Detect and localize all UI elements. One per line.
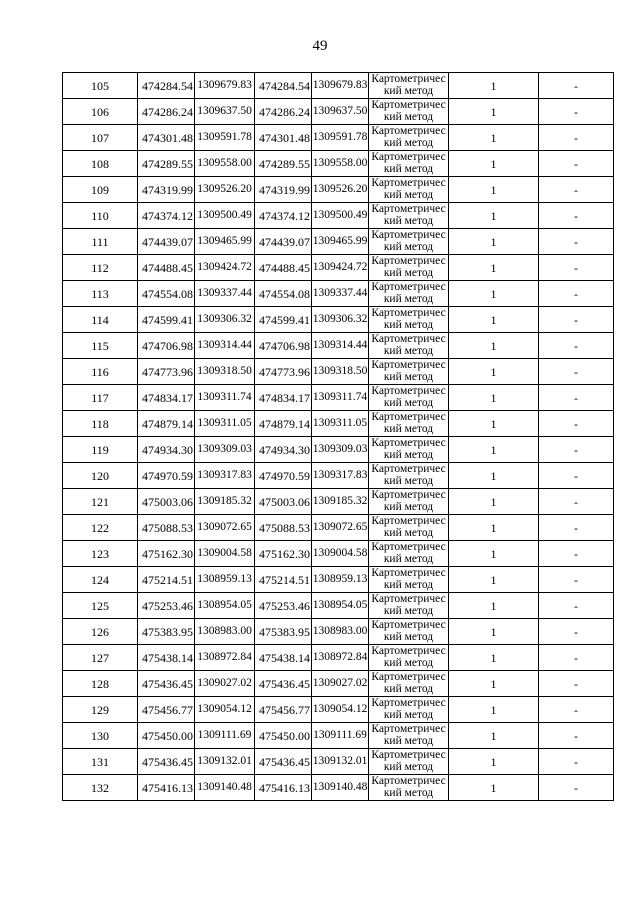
specified-x-cell: 475456.77 (255, 697, 312, 723)
method-cell: Картометрический метод (369, 99, 449, 125)
point-number-cell: 107 (63, 125, 138, 151)
specified-x-cell: 475162.30 (255, 541, 312, 567)
accuracy-cell: 1 (449, 125, 539, 151)
existing-x-cell: 474773.96 (138, 359, 195, 385)
existing-x-cell: 475383.95 (138, 619, 195, 645)
specified-y-cell: 1309558.00 (312, 151, 369, 177)
point-number-cell: 108 (63, 151, 138, 177)
specified-x-cell: 474374.12 (255, 203, 312, 229)
existing-y-cell: 1309637.50 (195, 99, 255, 125)
table-row (63, 749, 614, 775)
point-number-cell: 127 (63, 645, 138, 671)
accuracy-cell: 1 (449, 775, 539, 801)
point-number-cell: 109 (63, 177, 138, 203)
specified-x-cell: 475438.14 (255, 645, 312, 671)
accuracy-cell: 1 (449, 489, 539, 515)
existing-y-cell: 1309558.00 (195, 151, 255, 177)
point-number-cell: 106 (63, 99, 138, 125)
existing-x-cell: 475438.14 (138, 645, 195, 671)
table-row (63, 281, 614, 307)
specified-y-cell: 1309526.20 (312, 177, 369, 203)
accuracy-cell: 1 (449, 697, 539, 723)
point-number-cell: 130 (63, 723, 138, 749)
note-cell: - (539, 697, 614, 723)
table-row (63, 203, 614, 229)
existing-x-cell: 474488.45 (138, 255, 195, 281)
method-cell: Картометрический метод (369, 671, 449, 697)
specified-x-cell: 475436.45 (255, 671, 312, 697)
existing-y-cell: 1309306.32 (195, 307, 255, 333)
specified-x-cell: 475214.51 (255, 567, 312, 593)
point-number-cell: 125 (63, 593, 138, 619)
specified-x-cell: 474319.99 (255, 177, 312, 203)
specified-x-cell: 474286.24 (255, 99, 312, 125)
existing-y-cell: 1309318.50 (195, 359, 255, 385)
table-row (63, 489, 614, 515)
specified-y-cell: 1309111.69 (312, 723, 369, 749)
note-cell: - (539, 307, 614, 333)
specified-x-cell: 474970.59 (255, 463, 312, 489)
note-cell: - (539, 593, 614, 619)
accuracy-cell: 1 (449, 671, 539, 697)
point-number-cell: 118 (63, 411, 138, 437)
specified-y-cell: 1309132.01 (312, 749, 369, 775)
point-number-cell: 113 (63, 281, 138, 307)
existing-x-cell: 475003.06 (138, 489, 195, 515)
method-cell: Картометрический метод (369, 463, 449, 489)
coordinates-table (62, 72, 614, 801)
specified-y-cell: 1308954.05 (312, 593, 369, 619)
note-cell: - (539, 437, 614, 463)
existing-y-cell: 1309311.05 (195, 411, 255, 437)
existing-y-cell: 1309111.69 (195, 723, 255, 749)
method-cell: Картометрический метод (369, 749, 449, 775)
table-row (63, 619, 614, 645)
note-cell: - (539, 645, 614, 671)
accuracy-cell: 1 (449, 177, 539, 203)
accuracy-cell: 1 (449, 359, 539, 385)
specified-x-cell: 474834.17 (255, 385, 312, 411)
existing-x-cell: 474934.30 (138, 437, 195, 463)
table-row (63, 463, 614, 489)
existing-x-cell: 474439.07 (138, 229, 195, 255)
point-number-cell: 122 (63, 515, 138, 541)
note-cell: - (539, 489, 614, 515)
accuracy-cell: 1 (449, 749, 539, 775)
table-row (63, 359, 614, 385)
table-row (63, 307, 614, 333)
specified-x-cell: 474934.30 (255, 437, 312, 463)
specified-y-cell: 1309004.58 (312, 541, 369, 567)
table-row (63, 255, 614, 281)
table-row (63, 177, 614, 203)
point-number-cell: 110 (63, 203, 138, 229)
point-number-cell: 131 (63, 749, 138, 775)
accuracy-cell: 1 (449, 515, 539, 541)
note-cell: - (539, 333, 614, 359)
existing-y-cell: 1309679.83 (195, 73, 255, 99)
existing-x-cell: 475456.77 (138, 697, 195, 723)
existing-y-cell: 1309424.72 (195, 255, 255, 281)
specified-x-cell: 474879.14 (255, 411, 312, 437)
accuracy-cell: 1 (449, 99, 539, 125)
specified-x-cell: 474439.07 (255, 229, 312, 255)
method-cell: Картометрический метод (369, 359, 449, 385)
specified-y-cell: 1309424.72 (312, 255, 369, 281)
existing-y-cell: 1308983.00 (195, 619, 255, 645)
existing-y-cell: 1309132.01 (195, 749, 255, 775)
point-number-cell: 128 (63, 671, 138, 697)
specified-x-cell: 474554.08 (255, 281, 312, 307)
method-cell: Картометрический метод (369, 203, 449, 229)
method-cell: Картометрический метод (369, 333, 449, 359)
method-cell: Картометрический метод (369, 697, 449, 723)
existing-x-cell: 474599.41 (138, 307, 195, 333)
specified-x-cell: 475253.46 (255, 593, 312, 619)
accuracy-cell: 1 (449, 203, 539, 229)
specified-y-cell: 1309311.74 (312, 385, 369, 411)
point-number-cell: 119 (63, 437, 138, 463)
specified-x-cell: 474599.41 (255, 307, 312, 333)
method-cell: Картометрический метод (369, 775, 449, 801)
table-row (63, 593, 614, 619)
method-cell: Картометрический метод (369, 567, 449, 593)
specified-x-cell: 474301.48 (255, 125, 312, 151)
accuracy-cell: 1 (449, 255, 539, 281)
method-cell: Картометрический метод (369, 411, 449, 437)
existing-y-cell: 1309526.20 (195, 177, 255, 203)
note-cell: - (539, 229, 614, 255)
accuracy-cell: 1 (449, 411, 539, 437)
accuracy-cell: 1 (449, 229, 539, 255)
existing-x-cell: 474286.24 (138, 99, 195, 125)
existing-x-cell: 474284.54 (138, 73, 195, 99)
existing-x-cell: 474970.59 (138, 463, 195, 489)
specified-x-cell: 475416.13 (255, 775, 312, 801)
point-number-cell: 116 (63, 359, 138, 385)
point-number-cell: 115 (63, 333, 138, 359)
accuracy-cell: 1 (449, 307, 539, 333)
note-cell: - (539, 671, 614, 697)
note-cell: - (539, 775, 614, 801)
page-number: 49 (312, 38, 328, 54)
table-row (63, 515, 614, 541)
existing-y-cell: 1308972.84 (195, 645, 255, 671)
table-row (63, 671, 614, 697)
table-row (63, 151, 614, 177)
existing-y-cell: 1309465.99 (195, 229, 255, 255)
table-row (63, 229, 614, 255)
note-cell: - (539, 567, 614, 593)
note-cell: - (539, 359, 614, 385)
method-cell: Картометрический метод (369, 229, 449, 255)
accuracy-cell: 1 (449, 463, 539, 489)
note-cell: - (539, 463, 614, 489)
point-number-cell: 114 (63, 307, 138, 333)
specified-y-cell: 1309465.99 (312, 229, 369, 255)
point-number-cell: 105 (63, 73, 138, 99)
existing-y-cell: 1308959.13 (195, 567, 255, 593)
specified-y-cell: 1309140.48 (312, 775, 369, 801)
existing-y-cell: 1309185.32 (195, 489, 255, 515)
point-number-cell: 126 (63, 619, 138, 645)
method-cell: Картометрический метод (369, 307, 449, 333)
existing-y-cell: 1309591.78 (195, 125, 255, 151)
table-row (63, 125, 614, 151)
existing-x-cell: 474554.08 (138, 281, 195, 307)
existing-x-cell: 475162.30 (138, 541, 195, 567)
existing-x-cell: 474301.48 (138, 125, 195, 151)
method-cell: Картометрический метод (369, 125, 449, 151)
point-number-cell: 117 (63, 385, 138, 411)
accuracy-cell: 1 (449, 73, 539, 99)
note-cell: - (539, 99, 614, 125)
existing-x-cell: 475253.46 (138, 593, 195, 619)
existing-y-cell: 1309337.44 (195, 281, 255, 307)
note-cell: - (539, 203, 614, 229)
specified-x-cell: 474773.96 (255, 359, 312, 385)
table-row (63, 73, 614, 99)
specified-x-cell: 475088.53 (255, 515, 312, 541)
accuracy-cell: 1 (449, 645, 539, 671)
specified-x-cell: 475450.00 (255, 723, 312, 749)
specified-y-cell: 1309637.50 (312, 99, 369, 125)
point-number-cell: 123 (63, 541, 138, 567)
existing-x-cell: 474319.99 (138, 177, 195, 203)
point-number-cell: 121 (63, 489, 138, 515)
specified-y-cell: 1309309.03 (312, 437, 369, 463)
table-row (63, 385, 614, 411)
table-row (63, 697, 614, 723)
note-cell: - (539, 619, 614, 645)
specified-x-cell: 474488.45 (255, 255, 312, 281)
note-cell: - (539, 73, 614, 99)
table-row (63, 567, 614, 593)
method-cell: Картометрический метод (369, 385, 449, 411)
specified-y-cell: 1309314.44 (312, 333, 369, 359)
note-cell: - (539, 151, 614, 177)
specified-y-cell: 1309679.83 (312, 73, 369, 99)
table-row (63, 437, 614, 463)
point-number-cell: 132 (63, 775, 138, 801)
specified-y-cell: 1309306.32 (312, 307, 369, 333)
existing-y-cell: 1309311.74 (195, 385, 255, 411)
table-row (63, 541, 614, 567)
existing-y-cell: 1308954.05 (195, 593, 255, 619)
method-cell: Картометрический метод (369, 255, 449, 281)
accuracy-cell: 1 (449, 333, 539, 359)
method-cell: Картометрический метод (369, 177, 449, 203)
table-row (63, 333, 614, 359)
method-cell: Картометрический метод (369, 515, 449, 541)
specified-y-cell: 1309054.12 (312, 697, 369, 723)
table-row (63, 645, 614, 671)
method-cell: Картометрический метод (369, 723, 449, 749)
specified-y-cell: 1309591.78 (312, 125, 369, 151)
existing-x-cell: 475088.53 (138, 515, 195, 541)
existing-x-cell: 474834.17 (138, 385, 195, 411)
method-cell: Картометрический метод (369, 437, 449, 463)
accuracy-cell: 1 (449, 151, 539, 177)
specified-y-cell: 1309500.49 (312, 203, 369, 229)
specified-y-cell: 1309318.50 (312, 359, 369, 385)
existing-y-cell: 1309314.44 (195, 333, 255, 359)
specified-y-cell: 1309311.05 (312, 411, 369, 437)
existing-y-cell: 1309317.83 (195, 463, 255, 489)
specified-x-cell: 475383.95 (255, 619, 312, 645)
accuracy-cell: 1 (449, 437, 539, 463)
existing-y-cell: 1309309.03 (195, 437, 255, 463)
point-number-cell: 112 (63, 255, 138, 281)
accuracy-cell: 1 (449, 619, 539, 645)
note-cell: - (539, 385, 614, 411)
note-cell: - (539, 541, 614, 567)
existing-x-cell: 474879.14 (138, 411, 195, 437)
existing-x-cell: 475436.45 (138, 671, 195, 697)
specified-y-cell: 1308972.84 (312, 645, 369, 671)
note-cell: - (539, 723, 614, 749)
specified-y-cell: 1309072.65 (312, 515, 369, 541)
table-row (63, 723, 614, 749)
existing-x-cell: 475416.13 (138, 775, 195, 801)
table-row (63, 411, 614, 437)
point-number-cell: 124 (63, 567, 138, 593)
table-row (63, 775, 614, 801)
note-cell: - (539, 281, 614, 307)
accuracy-cell: 1 (449, 567, 539, 593)
existing-x-cell: 475214.51 (138, 567, 195, 593)
specified-x-cell: 474289.55 (255, 151, 312, 177)
accuracy-cell: 1 (449, 385, 539, 411)
specified-x-cell: 475436.45 (255, 749, 312, 775)
accuracy-cell: 1 (449, 723, 539, 749)
note-cell: - (539, 411, 614, 437)
method-cell: Картометрический метод (369, 593, 449, 619)
existing-y-cell: 1309027.02 (195, 671, 255, 697)
specified-y-cell: 1308959.13 (312, 567, 369, 593)
note-cell: - (539, 255, 614, 281)
point-number-cell: 129 (63, 697, 138, 723)
method-cell: Картометрический метод (369, 281, 449, 307)
specified-y-cell: 1309337.44 (312, 281, 369, 307)
method-cell: Картометрический метод (369, 645, 449, 671)
existing-y-cell: 1309072.65 (195, 515, 255, 541)
specified-x-cell: 475003.06 (255, 489, 312, 515)
method-cell: Картометрический метод (369, 541, 449, 567)
table-body (63, 73, 614, 801)
existing-y-cell: 1309004.58 (195, 541, 255, 567)
method-cell: Картометрический метод (369, 73, 449, 99)
table-row (63, 99, 614, 125)
existing-x-cell: 474289.55 (138, 151, 195, 177)
point-number-cell: 120 (63, 463, 138, 489)
specified-x-cell: 474284.54 (255, 73, 312, 99)
point-number-cell: 111 (63, 229, 138, 255)
existing-x-cell: 474706.98 (138, 333, 195, 359)
note-cell: - (539, 515, 614, 541)
method-cell: Картометрический метод (369, 151, 449, 177)
existing-y-cell: 1309054.12 (195, 697, 255, 723)
existing-x-cell: 475450.00 (138, 723, 195, 749)
specified-y-cell: 1309027.02 (312, 671, 369, 697)
existing-x-cell: 474374.12 (138, 203, 195, 229)
specified-y-cell: 1309185.32 (312, 489, 369, 515)
note-cell: - (539, 749, 614, 775)
accuracy-cell: 1 (449, 593, 539, 619)
accuracy-cell: 1 (449, 281, 539, 307)
note-cell: - (539, 125, 614, 151)
existing-x-cell: 475436.45 (138, 749, 195, 775)
existing-y-cell: 1309500.49 (195, 203, 255, 229)
specified-y-cell: 1309317.83 (312, 463, 369, 489)
accuracy-cell: 1 (449, 541, 539, 567)
method-cell: Картометрический метод (369, 619, 449, 645)
specified-y-cell: 1308983.00 (312, 619, 369, 645)
existing-y-cell: 1309140.48 (195, 775, 255, 801)
note-cell: - (539, 177, 614, 203)
method-cell: Картометрический метод (369, 489, 449, 515)
specified-x-cell: 474706.98 (255, 333, 312, 359)
